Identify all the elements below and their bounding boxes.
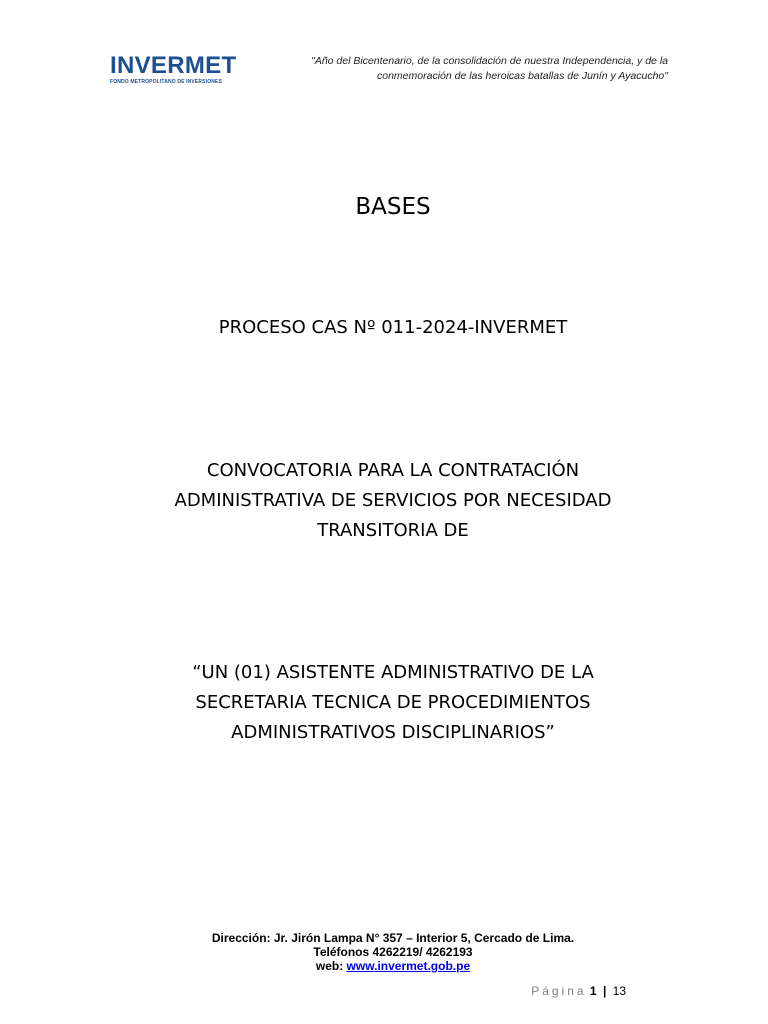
footer-contact bbox=[0, 931, 768, 973]
page-label: Página bbox=[531, 984, 587, 998]
motto-line: conmemoración de las heroicas batallas de Junín y Ayacucho" bbox=[377, 70, 668, 82]
position-line: ADMINISTRATIVOS DISCIPLINARIOS” bbox=[231, 722, 555, 743]
call-description bbox=[0, 456, 768, 546]
footer-web bbox=[0, 959, 768, 973]
footer-address: Dirección: Jr. Jirón Lampa N° 357 – Interior 5, Cercado de Lima. bbox=[211, 931, 575, 945]
call-line: TRANSITORIA DE bbox=[317, 520, 469, 541]
position-title bbox=[0, 658, 768, 748]
position-line: “UN (01) ASISTENTE ADMINISTRATIVO DE LA bbox=[192, 662, 594, 683]
invermet-logo bbox=[110, 54, 242, 85]
page-current: 1 bbox=[589, 984, 597, 998]
page-separator: | bbox=[602, 984, 607, 998]
process-number: PROCESO CAS Nº 011-2024-INVERMET bbox=[218, 317, 568, 338]
document-title: BASES bbox=[355, 194, 431, 220]
logo-subtitle: FONDO METROPOLITANO DE INVERSIONES bbox=[110, 79, 222, 85]
footer-phones: Teléfonos 4262219/ 4262193 bbox=[313, 945, 473, 959]
page-number bbox=[531, 984, 626, 998]
page-total: 13 bbox=[612, 984, 626, 998]
call-line: ADMINISTRATIVA DE SERVICIOS POR NECESIDAD bbox=[174, 490, 612, 511]
call-line: CONVOCATORIA PARA LA CONTRATACIÓN bbox=[206, 460, 580, 481]
position-line: SECRETARIA TECNICA DE PROCEDIMIENTOS bbox=[195, 692, 591, 713]
logo-text: INVERMET bbox=[110, 52, 237, 79]
motto-line: "Año del Bicentenario, de la consolidación de nuestra Independencia, y de la bbox=[311, 55, 668, 67]
website-link[interactable]: www.invermet.gob.pe bbox=[346, 959, 471, 973]
year-motto bbox=[268, 54, 668, 84]
web-label: web: bbox=[315, 959, 347, 973]
